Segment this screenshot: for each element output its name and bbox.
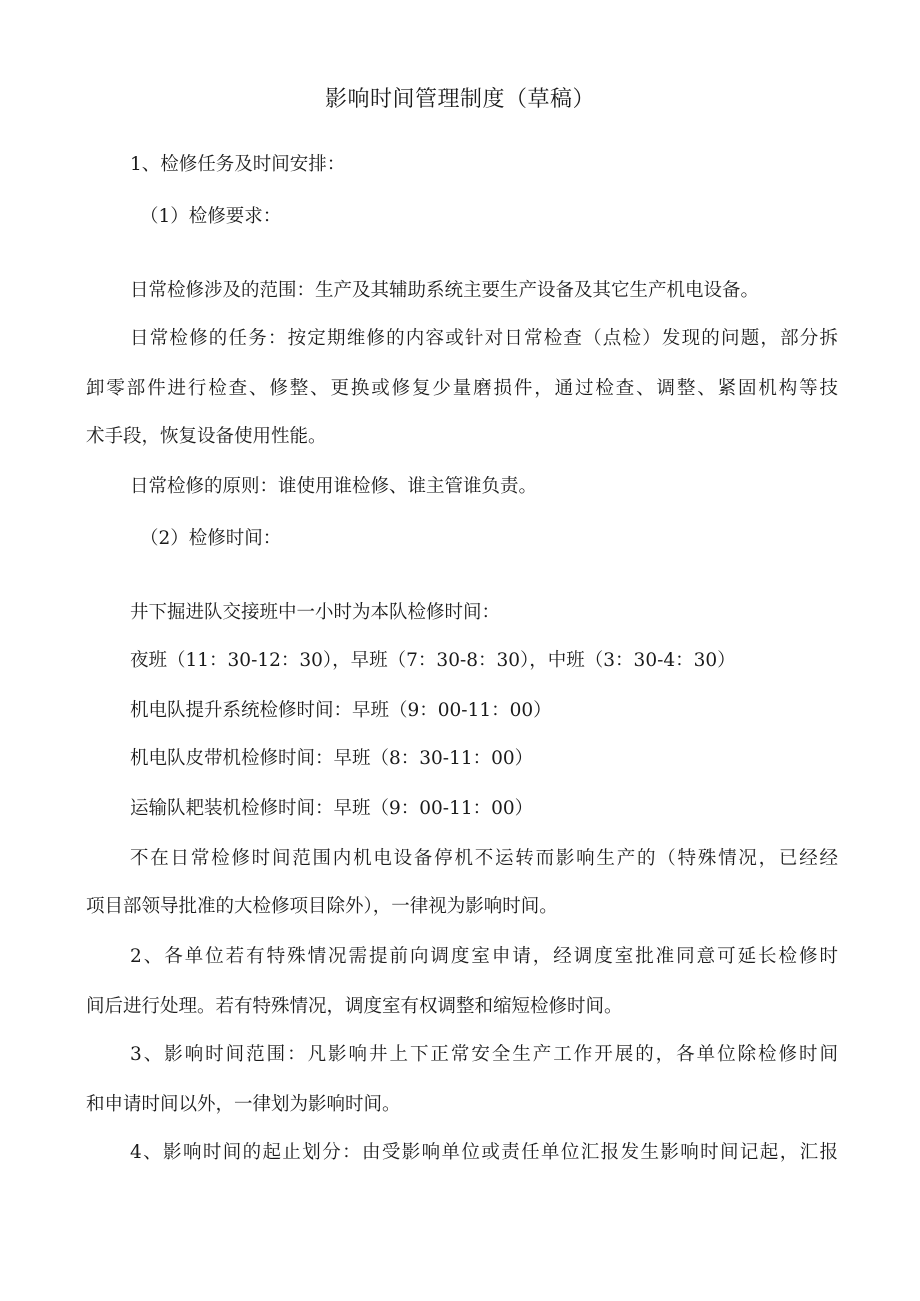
paragraph-principle: 日常检修的原则：谁使用谁检修、谁主管谁负责。 xyxy=(130,476,538,497)
paragraph-scope: 日常检修涉及的范围：生产及其辅助系统主要生产设备及其它生产机电设备。 xyxy=(130,280,760,301)
subsection-2-heading: （2）检修时间： xyxy=(140,528,282,549)
section-3-line-1: 3、影响时间范围：凡影响井上下正常安全生产工作开展的，各单位除检修时间 xyxy=(130,1044,838,1065)
document-title: 影响时间管理制度（草稿） xyxy=(324,87,595,112)
paragraph-loader-time: 运输队耙装机检修时间：早班（9：00-11：00） xyxy=(130,798,534,819)
subsection-1-heading: （1）检修要求： xyxy=(140,206,282,227)
paragraph-hoist-time: 机电队提升系统检修时间：早班（9：00-11：00） xyxy=(130,700,552,721)
paragraph-belt-time: 机电队皮带机检修时间：早班（8：30-11：00） xyxy=(130,748,534,769)
section-3-line-2: 和申请时间以外，一律划为影响时间。 xyxy=(86,1094,401,1115)
paragraph-task-line-2: 卸零部件进行检查、修整、更换或修复少量磨损件，通过检查、调整、紧固机构等技 xyxy=(86,378,838,399)
paragraph-exception-line-2: 项目部领导批准的大检修项目除外），一律视为影响时间。 xyxy=(86,896,558,917)
paragraph-shift-times: 夜班（11：30-12：30），早班（7：30-8：30），中班（3：30-4：30） xyxy=(130,650,736,671)
paragraph-shift-intro: 井下掘进队交接班中一小时为本队检修时间： xyxy=(130,602,501,623)
section-2-line-1: 2、各单位若有特殊情况需提前向调度室申请，经调度室批准同意可延长检修时 xyxy=(130,946,838,967)
section-1-heading: 1、检修任务及时间安排： xyxy=(130,154,346,175)
paragraph-exception-line-1: 不在日常检修时间范围内机电设备停机不运转而影响生产的（特殊情况，已经经 xyxy=(130,848,838,869)
paragraph-task-line-3: 术手段，恢复设备使用性能。 xyxy=(86,426,327,447)
paragraph-task-line-1: 日常检修的任务：按定期维修的内容或针对日常检查（点检）发现的问题，部分拆 xyxy=(130,328,838,349)
section-4-line-1: 4、影响时间的起止划分：由受影响单位或责任单位汇报发生影响时间记起，汇报 xyxy=(130,1142,838,1163)
section-2-line-2: 间后进行处理。若有特殊情况，调度室有权调整和缩短检修时间。 xyxy=(86,996,623,1017)
